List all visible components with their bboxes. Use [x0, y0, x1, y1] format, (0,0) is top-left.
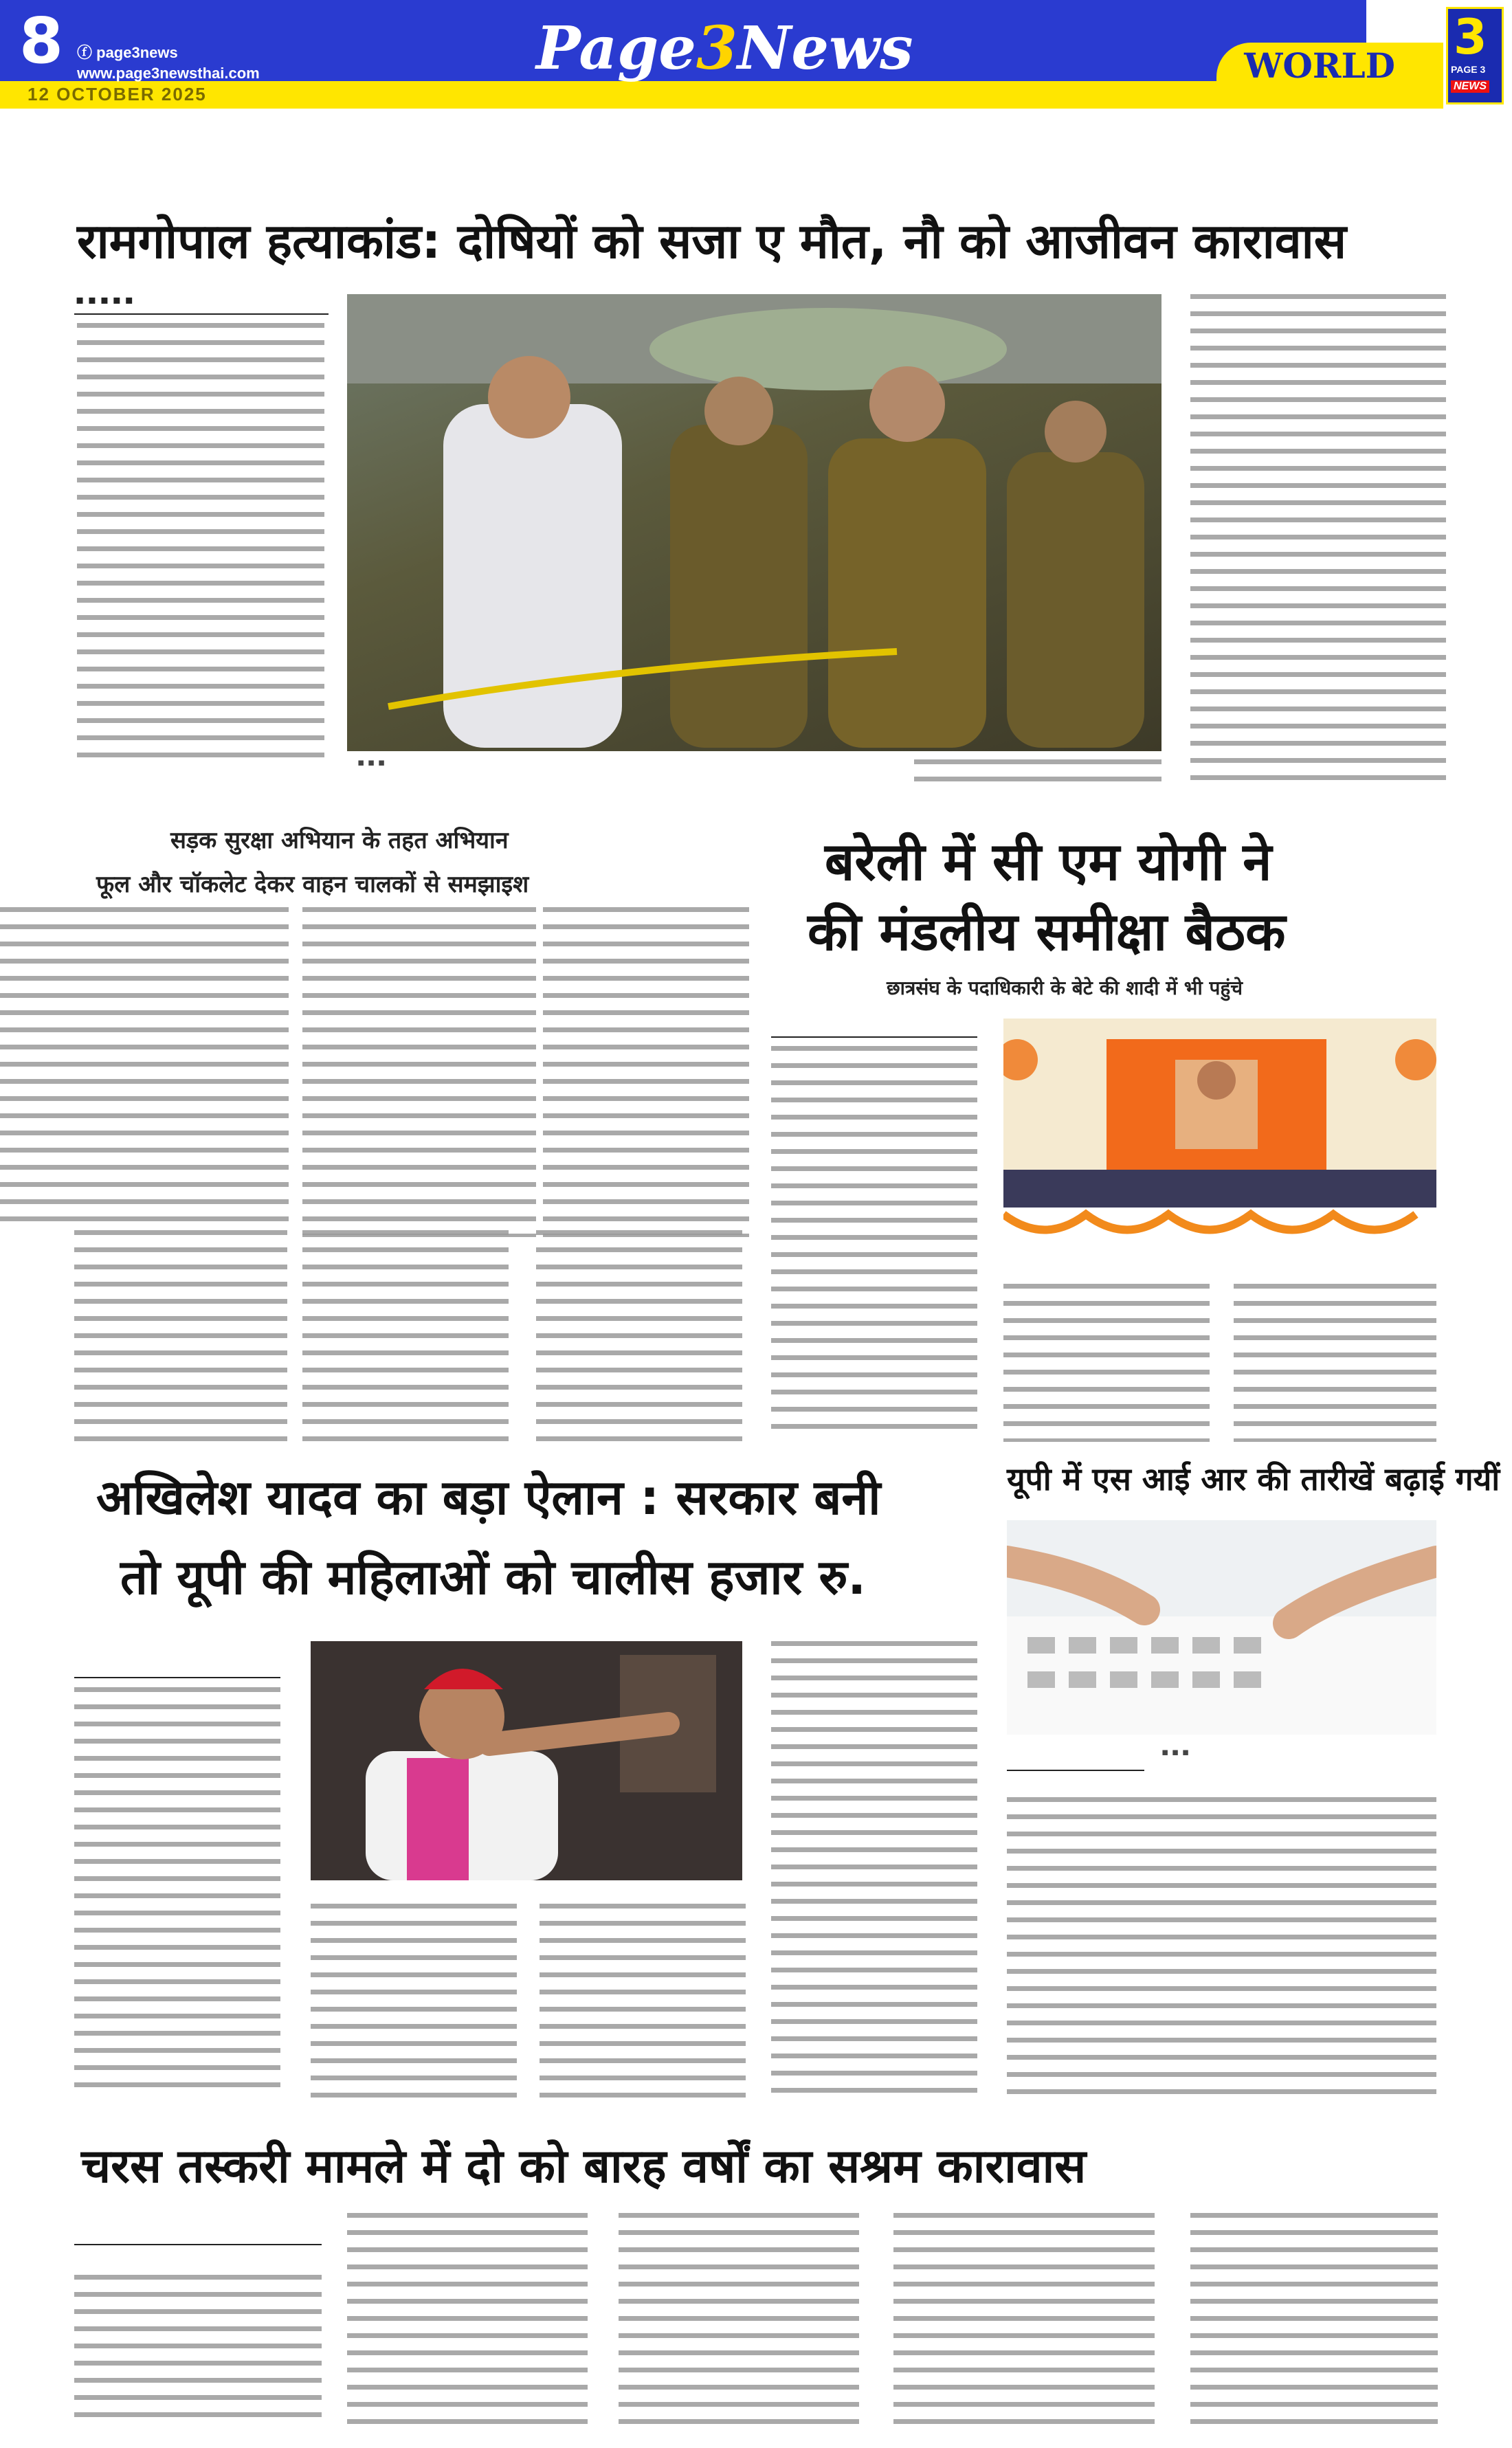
article-text-column [0, 907, 289, 1223]
article-text-column [536, 1230, 742, 1443]
byline: ▪ ▪ ▪ ▪ ▪ [76, 293, 133, 307]
divider [1007, 1770, 1144, 1771]
divider [771, 1036, 977, 1038]
site-handle: ⓕ page3news [77, 44, 178, 61]
headline-akhilesh-1: अखिलेश यादव का बड़ा ऐलान : सरकार बनी [96, 1469, 881, 1526]
article-text-column [771, 1641, 977, 2100]
article-text-column [74, 1230, 287, 1443]
headline-charas: चरस तस्करी मामले में दो को बारह वर्षों का सश्रम कारावास [81, 2139, 1087, 2194]
article-text-column [302, 907, 536, 1237]
subhead-road-safety-2: फूल और चॉकलेट देकर वाहन चालकों से समझाइश [96, 871, 529, 898]
photo-caption: ▪ ▪ ▪ [1161, 1746, 1190, 1758]
divider [74, 1677, 280, 1678]
article-text-column [74, 2275, 322, 2426]
article-text-column [77, 323, 324, 763]
photo-caption: ▪ ▪ ▪ [357, 756, 386, 768]
divider [74, 313, 329, 315]
headline-sir-dates: यूपी में एस आई आर की तारीखें बढ़ाई गयीं [1007, 1460, 1500, 1498]
page3-badge: 3 PAGE 3 NEWS [1446, 7, 1504, 104]
site-url[interactable]: www.page3newsthai.com [77, 65, 260, 82]
photo-akhilesh [311, 1641, 742, 1880]
subhead-bareilly: छात्रसंघ के पदाधिकारी के बेटे की शादी में भी पहुंचे [887, 977, 1243, 999]
article-text-column [619, 2213, 859, 2426]
divider [74, 2244, 322, 2245]
article-text-column [771, 1046, 977, 1438]
article-text-column [311, 1904, 517, 2100]
article-text-column [543, 907, 749, 1237]
article-text-column [893, 2213, 1155, 2426]
masthead [0, 0, 1487, 109]
issue-date: 12 OCTOBER 2025 [27, 84, 207, 104]
article-text-column [302, 1230, 509, 1443]
subhead-road-safety-1: सड़क सुरक्षा अभियान के तहत अभियान [170, 827, 509, 854]
article-text-column [347, 2213, 588, 2426]
photo-voter-form [1007, 1520, 1436, 1735]
brand-logo: Page3News [536, 14, 913, 83]
page-number: 8 [19, 4, 64, 78]
article-text-column [1190, 294, 1446, 789]
article-text-column [1007, 1797, 1436, 2100]
article-text-column [540, 1904, 746, 2100]
article-text-column [914, 759, 1161, 794]
article-text-column [74, 1687, 280, 2100]
headline-akhilesh-2: तो यूपी की महिलाओं को चालीस हजार रु. [120, 1549, 866, 1605]
headline-ramgopal: रामगोपाल हत्याकांड: दोषियों को सजा ए मौत, नौ को आजीवन कारावास [77, 213, 1347, 269]
article-text-column [1190, 2213, 1438, 2426]
photo-review-meeting [1003, 1019, 1436, 1266]
headline-bareilly-2: की मंडलीय समीक्षा बैठक [808, 901, 1286, 962]
headline-bareilly-1: बरेली में सी एम योगी ने [825, 831, 1272, 892]
article-text-column [1003, 1284, 1210, 1442]
social-icon: ⓕ [77, 44, 97, 61]
article-text-column [1234, 1284, 1436, 1442]
photo-police-escort [347, 294, 1161, 751]
section-label: WORLD [1244, 45, 1395, 86]
